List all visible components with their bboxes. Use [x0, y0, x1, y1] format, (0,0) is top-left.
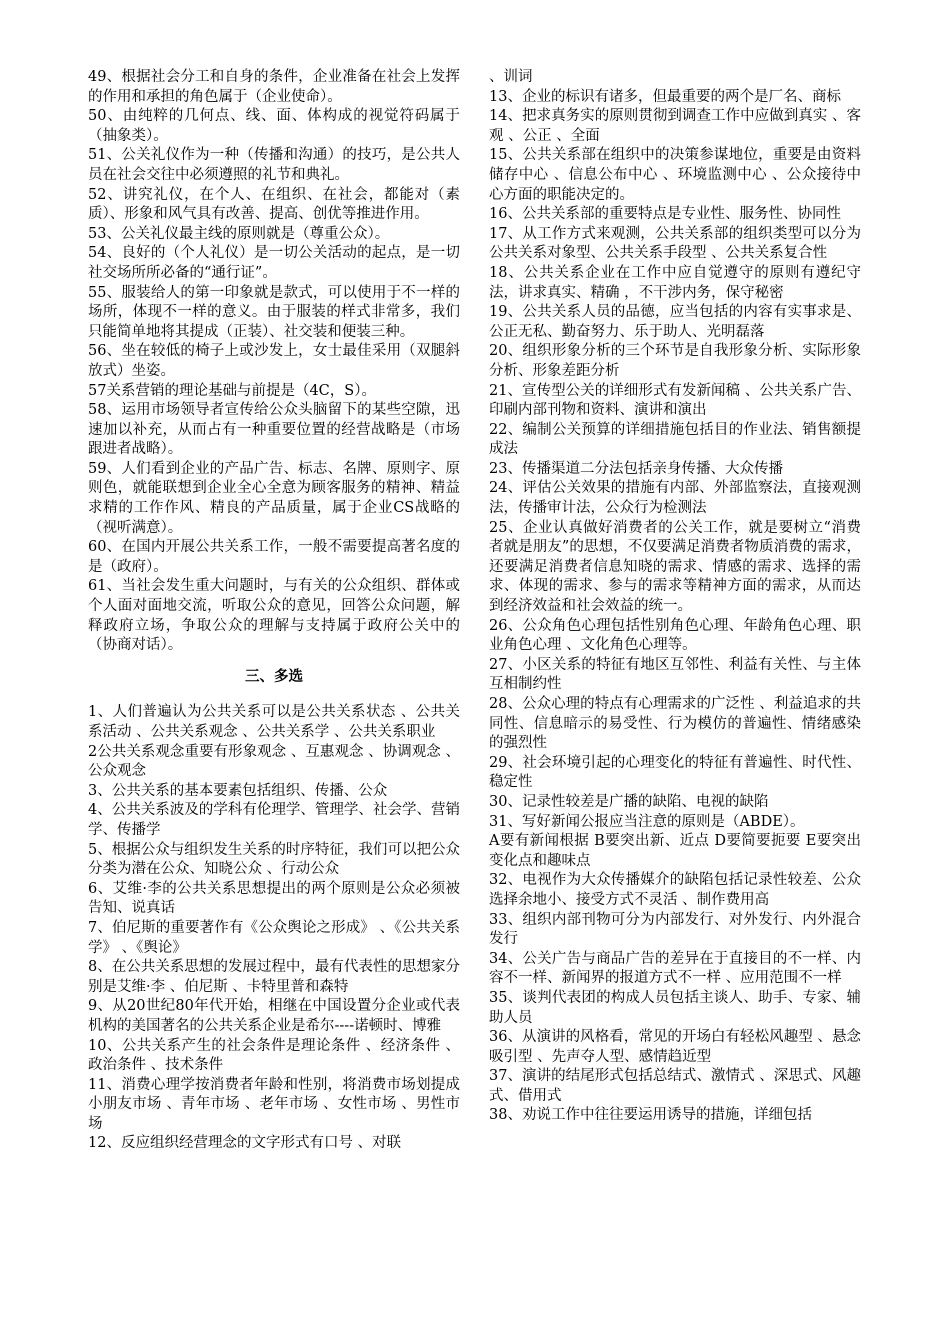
question-paragraph: 8、在公共关系思想的发展过程中，最有代表性的思想家分别是艾维·李 、伯尼斯 、卡特里普和森特	[88, 959, 460, 995]
question-paragraph: 25、企业认真做好消费者的公关工作，就是要树立“消费者就是朋友”的思想，不仅要满足消费者物质消费的需求，还要满足消费者信息知晓的需求、情感的需求、选择的需求、体现的需求、参与的需求等精神方面的需求，从而达到经济效益和社会效益的统一。	[489, 519, 861, 615]
question-paragraph: 57关系营销的理论基础与前提是（4C，S）。	[88, 382, 376, 399]
question-paragraph: 59、人们看到企业的产品广告、标志、名牌、原则字、原则色，就能联想到企业全心全意为顾客服务的精神、精益求精的工作作风、精良的产品质量，属于企业CS战略的（视听满意）。	[88, 460, 460, 536]
question-paragraph: 12、反应组织经营理念的文字形式有口号 、对联	[88, 1135, 402, 1152]
question-paragraph: 51、公关礼仪作为一种（传播和沟通）的技巧，是公共人员在社会交往中必须遵照的礼节和典礼。	[88, 147, 460, 183]
question-paragraph: 、训词	[489, 69, 533, 85]
question-paragraph: 31、写好新闻公报应当注意的原则是（ABDE）。	[489, 813, 805, 830]
question-paragraph: 32、电视作为大众传播媒介的缺陷包括记录性较差、公众选择余地小、接受方式不灵活 、制作费用高	[489, 872, 861, 908]
question-paragraph: 17、从工作方式来观测，公共关系部的组织类型可以分为公共关系对象型、公共关系手段型 、公共关系复合性	[489, 225, 861, 262]
question-paragraph: 23、传播渠道二分法包括亲身传播、大众传播	[489, 460, 783, 477]
question-paragraph: 56、坐在较低的椅子上或沙发上，女士最佳采用（双腿斜放式）坐姿。	[88, 343, 460, 379]
question-paragraph: 5、根据公众与组织发生关系的时序特征，我们可以把公众分类为潜在公众、知晓公众 、行动公众	[88, 841, 460, 878]
question-paragraph: 16、公共关系部的重要特点是专业性、服务性、协同性	[489, 206, 841, 223]
question-paragraph: 9、从20世纪80年代开始，相继在中国设置分企业或代表机构的美国著名的公共关系企业是希尔----诺顿时、博雅	[88, 998, 460, 1034]
question-paragraph: 21、宣传型公关的详细形式有发新闻稿 、公共关系广告、印刷内部刊物和资料、演讲和演出	[489, 382, 861, 419]
question-paragraph: 53、公关礼仪最主线的原则就是（尊重公众）。	[88, 225, 390, 242]
question-paragraph: 36、从演讲的风格看，常见的开场白有轻松风趣型 、悬念吸引型 、先声夺人型、感情趋近型	[489, 1029, 861, 1065]
question-paragraph: 18、公共关系企业在工作中应自觉遵守的原则有遵纪守法，讲求真实、精确 ，不干涉内务，保守秘密	[489, 264, 861, 301]
question-paragraph: 4、公共关系波及的学科有伦理学、管理学、社会学、营销学、传播学	[88, 802, 460, 838]
question-paragraph: 60、在国内开展公共关系工作，一般不需要提高著名度的是（政府）。	[88, 539, 460, 575]
question-paragraph: 37、演讲的结尾形式包括总结式、激情式 、深思式、风趣式、借用式	[489, 1068, 861, 1104]
question-paragraph: 49、根据社会分工和自身的条件，企业准备在社会上发挥的作用和承担的角色属于（企业使命）。	[88, 69, 460, 105]
question-paragraph: 33、组织内部刊物可分为内部发行、对外发行、内外混合发行	[489, 911, 861, 948]
question-paragraph: 26、公众角色心理包括性别角色心理、年龄角色心理、职业角色心理 、文化角色心理等。	[489, 617, 861, 654]
question-paragraph: 61、当社会发生重大问题时，与有关的公众组织、群体或个人面对面地交流，听取公众的意见，回答公众问题，解释政府立场，争取公众的理解与支持属于政府公关中的（协商对话）。	[88, 578, 460, 654]
left-column	[88, 68, 460, 1154]
question-paragraph: 50、由纯粹的几何点、线、面、体构成的视觉符码属于（抽象类）。	[88, 108, 460, 144]
question-paragraph: 58、运用市场领导者宣传给公众头脑留下的某些空隙，迅速加以补充，从而占有一种重要位置的经营战略是（市场跟进者战略）。	[88, 402, 460, 458]
question-paragraph: 30、记录性较差是广播的缺陷、电视的缺陷	[489, 793, 769, 810]
question-paragraph: 22、编制公关预算的详细措施包括目的作业法、销售额提成法	[489, 421, 861, 458]
question-paragraph: 10、公共关系产生的社会条件是理论条件 、经济条件 、政治条件 、技术条件	[88, 1037, 460, 1074]
question-paragraph: 35、谈判代表团的构成人员包括主谈人、助手、专家、辅助人员	[489, 989, 861, 1026]
left-paragraph-group-after-heading	[88, 703, 460, 1154]
right-column	[489, 68, 861, 1126]
question-paragraph: 29、社会环境引起的心理变化的特征有普遍性、时代性、稳定性	[489, 754, 861, 791]
question-paragraph: 54、良好的（个人礼仪）是一切公关活动的起点，是一切社交场所所必备的“通行证”。	[88, 245, 460, 281]
question-paragraph: 15、公共关系部在组织中的决策参谋地位，重要是由资料储存中心 、信息公布中心 、环境监测中心 、公众接待中心方面的职能决定的。	[489, 147, 861, 203]
question-paragraph: 1、人们普遍认为公共关系可以是公共关系状态 、公共关系活动 、公共关系观念 、公共关系学 、公共关系职业	[88, 704, 460, 740]
question-paragraph: 20、组织形象分析的三个环节是自我形象分析、实际形象分析、形象差距分析	[489, 343, 861, 379]
question-paragraph: 11、消费心理学按消费者年龄和性别，将消费市场划提成小朋友市场 、青年市场 、老年市场 、女性市场 、男性市场	[88, 1076, 460, 1132]
question-paragraph: 38、劝说工作中往往要运用诱导的措施，详细包括	[489, 1107, 812, 1124]
question-paragraph: 55、服装给人的第一印象就是款式，可以使用于不一样的场所，体现不一样的意义。由于服装的样式非常多，我们只能简单地将其提成（正装）、社交装和便装三种。	[88, 284, 460, 340]
question-paragraph: 3、公共关系的基本要素包括组织、传播、公众	[88, 782, 388, 799]
question-paragraph: 19、公共关系人员的品德，应当包括的内容有实事求是、公正无私、勤奋努力、乐于助人、光明磊落	[489, 304, 861, 340]
question-paragraph: A要有新闻根据 B要突出新、近点 D要简要扼要 E要突出变化点和趣味点	[489, 833, 861, 869]
question-paragraph: 6、艾维·李的公共关系思想提出的两个原则是公众必须被告知、说真话	[88, 880, 460, 917]
question-paragraph: 7、伯尼斯的重要著作有《公众舆论之形成》 、《公共关系学》 、《舆论》	[88, 919, 460, 956]
question-paragraph: 2公共关系观念重要有形象观念 、互惠观念 、协调观念 、公众观念	[88, 743, 460, 780]
question-paragraph: 27、小区关系的特征有地区互邻性、利益有关性、与主体互相制约性	[489, 656, 861, 693]
question-paragraph: 52、讲究礼仪，在个人、在组织、在社会，都能对（素质）、形象和风气具有改善、提高、创优等推进作用。	[88, 186, 460, 223]
question-paragraph: 34、公关广告与商品广告的差异在于直接目的不一样、内容不一样、新闻界的报道方式不一样 、应用范围不一样	[489, 950, 861, 987]
question-paragraph: 24、评估公关效果的措施有内部、外部监察法，直接观测法，传播审计法，公众行为检测法	[489, 480, 861, 517]
section-heading-multiple-choice: 三、多选	[245, 668, 303, 685]
right-paragraph-group	[489, 68, 861, 1126]
left-paragraph-group	[88, 68, 460, 656]
question-paragraph: 13、企业的标识有诸多，但最重要的两个是厂名、商标	[489, 88, 841, 105]
question-paragraph: 28、公众心理的特点有心理需求的广泛性 、利益追求的共同性、信息暗示的易受性、行为模仿的普遍性、情绪感染的强烈性	[489, 696, 861, 752]
question-paragraph: 14、把求真务实的原则贯彻到调查工作中应做到真实 、客观 、公正 、全面	[489, 108, 861, 144]
